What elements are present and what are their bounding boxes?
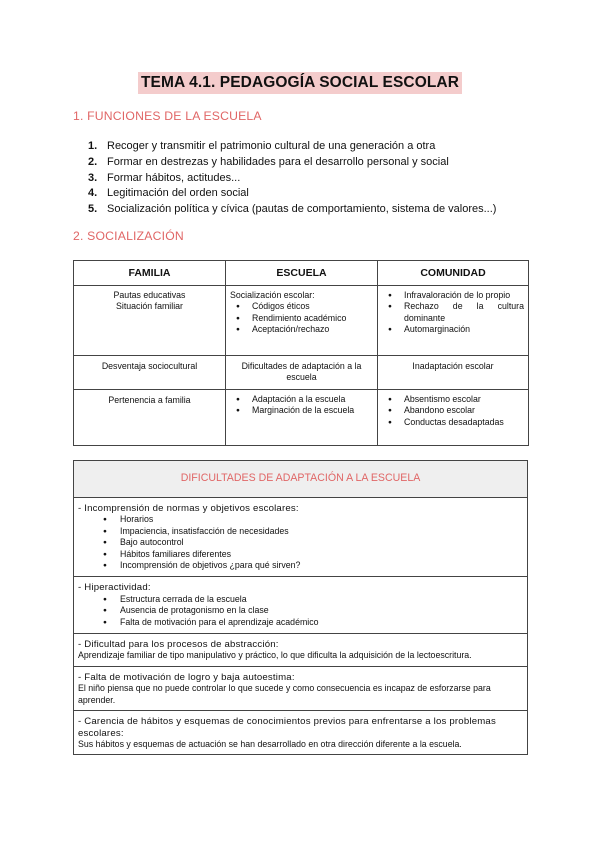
dificultad-bullet-list xyxy=(78,514,523,571)
list-item: ● Aceptación/rechazo xyxy=(252,324,373,335)
dificultades-heading: DIFICULTADES DE ADAPTACIÓN A LA ESCUELA xyxy=(74,461,528,498)
title-container xyxy=(0,72,600,94)
list-item: 3. Formar hábitos, actitudes... xyxy=(88,171,241,184)
cell-escuela xyxy=(226,390,378,446)
list-item: ● Rechazo de la cultura dominante xyxy=(404,301,524,324)
dificultad-block: - Falta de motivación de logro y baja autoestima: El niño piensa que no puede controlar lo que sucede y como consecuencia es incapaz de esforzarse para aprender. xyxy=(74,666,528,710)
cell-familia: Pautas educativas Situación familiar xyxy=(74,286,226,356)
list-item: ● Incomprensión de objetivos ¿para qué sirven? xyxy=(120,560,523,571)
escuela-bullet-list xyxy=(230,394,373,417)
column-header-familia: FAMILIA xyxy=(74,261,226,286)
table-row xyxy=(74,577,528,634)
section-heading-funciones: 1. FUNCIONES DE LA ESCUELA xyxy=(73,109,262,123)
table-row xyxy=(74,390,529,446)
dificultad-bullet-list xyxy=(78,594,523,628)
list-item: ● Falta de motivación para el aprendizaje académico xyxy=(120,617,523,628)
cell-escuela: Dificultades de adaptación a la escuela xyxy=(226,356,378,390)
list-item: 1. Recoger y transmitir el patrimonio cultural de una generación a otra xyxy=(88,140,436,152)
funciones-list xyxy=(88,139,496,218)
escuela-bullet-list xyxy=(230,301,373,335)
cell-comunidad xyxy=(378,390,529,446)
dificultad-block: - Carencia de hábitos y esquemas de conocimientos previos para enfrentarse a los problemas escolares: Sus hábitos y esquemas de actuación se han desarrollado en otra dirección diferente a la escuela. xyxy=(74,711,528,755)
list-item: ● Hábitos familiares diferentes xyxy=(120,549,523,560)
list-item: ● Absentismo escolar xyxy=(404,394,524,405)
list-item: 4. Legitimación del orden social xyxy=(88,187,249,200)
column-header-comunidad: COMUNIDAD xyxy=(378,261,529,286)
list-item: ● Estructura cerrada de la escuela xyxy=(120,594,523,605)
cell-escuela: Socialización escolar: ● Códigos éticos ● Rendimiento académico ● Aceptación/rechazo xyxy=(226,286,378,356)
dificultades-table xyxy=(73,460,528,755)
comunidad-bullet-list xyxy=(382,290,524,336)
dificultad-block: - Hiperactividad: ● Estructura cerrada de la escuela ● Ausencia de protagonismo en la clase ● Falta de motivación para el aprendizaje académico xyxy=(74,577,528,634)
list-item: ● Conductas desadaptadas xyxy=(404,417,524,428)
page-title: TEMA 4.1. PEDAGOGÍA SOCIAL ESCOLAR xyxy=(138,72,462,94)
list-item: ● Bajo autocontrol xyxy=(120,537,523,548)
list-item: ● Códigos éticos xyxy=(252,301,373,312)
cell-familia: Pertenencia a familia xyxy=(74,390,226,446)
table-row xyxy=(74,634,528,667)
cell-comunidad: Inadaptación escolar xyxy=(378,356,529,390)
table-row xyxy=(74,286,529,356)
list-item: ● Infravaloración de lo propio xyxy=(404,290,524,301)
list-item: ● Marginación de la escuela xyxy=(252,405,373,416)
dificultad-block: - Dificultad para los procesos de abstracción: Aprendizaje familiar de tipo manipulativo y práctico, lo que dificulta la adquisición de la lectoescritura. xyxy=(74,634,528,667)
cell-comunidad xyxy=(378,286,529,356)
list-item: ● Rendimiento académico xyxy=(252,313,373,324)
comunidad-bullet-list xyxy=(382,394,524,428)
list-item: ● Automarginación xyxy=(404,324,524,335)
list-item: 5. Socialización política y cívica (pautas de comportamiento, sistema de valores...) xyxy=(88,203,497,216)
table-row xyxy=(74,666,528,710)
cell-familia: Desventaja sociocultural xyxy=(74,356,226,390)
list-item: ● Ausencia de protagonismo en la clase xyxy=(120,605,523,616)
section-heading-socializacion: 2. SOCIALIZACIÓN xyxy=(73,229,184,243)
list-item: ● Abandono escolar xyxy=(404,405,524,416)
list-item: ● Adaptación a la escuela xyxy=(252,394,373,405)
table-row xyxy=(74,498,528,577)
list-item: ● Horarios xyxy=(120,514,523,525)
table-row xyxy=(74,711,528,755)
column-header-escuela: ESCUELA xyxy=(226,261,378,286)
socializacion-table xyxy=(73,260,529,446)
list-item: 2. Formar en destrezas y habilidades para el desarrollo personal y social xyxy=(88,155,449,168)
dificultad-block: - Incomprensión de normas y objetivos escolares: ● Horarios ● Impaciencia, insatisfacción de necesidades ● Bajo autocontrol ● Hábitos familiares diferentes ● Incomprensión de objetivos ¿para qué sirven? xyxy=(74,498,528,577)
table-header-row xyxy=(74,261,529,286)
list-item: ● Impaciencia, insatisfacción de necesidades xyxy=(120,526,523,537)
table-row xyxy=(74,356,529,390)
